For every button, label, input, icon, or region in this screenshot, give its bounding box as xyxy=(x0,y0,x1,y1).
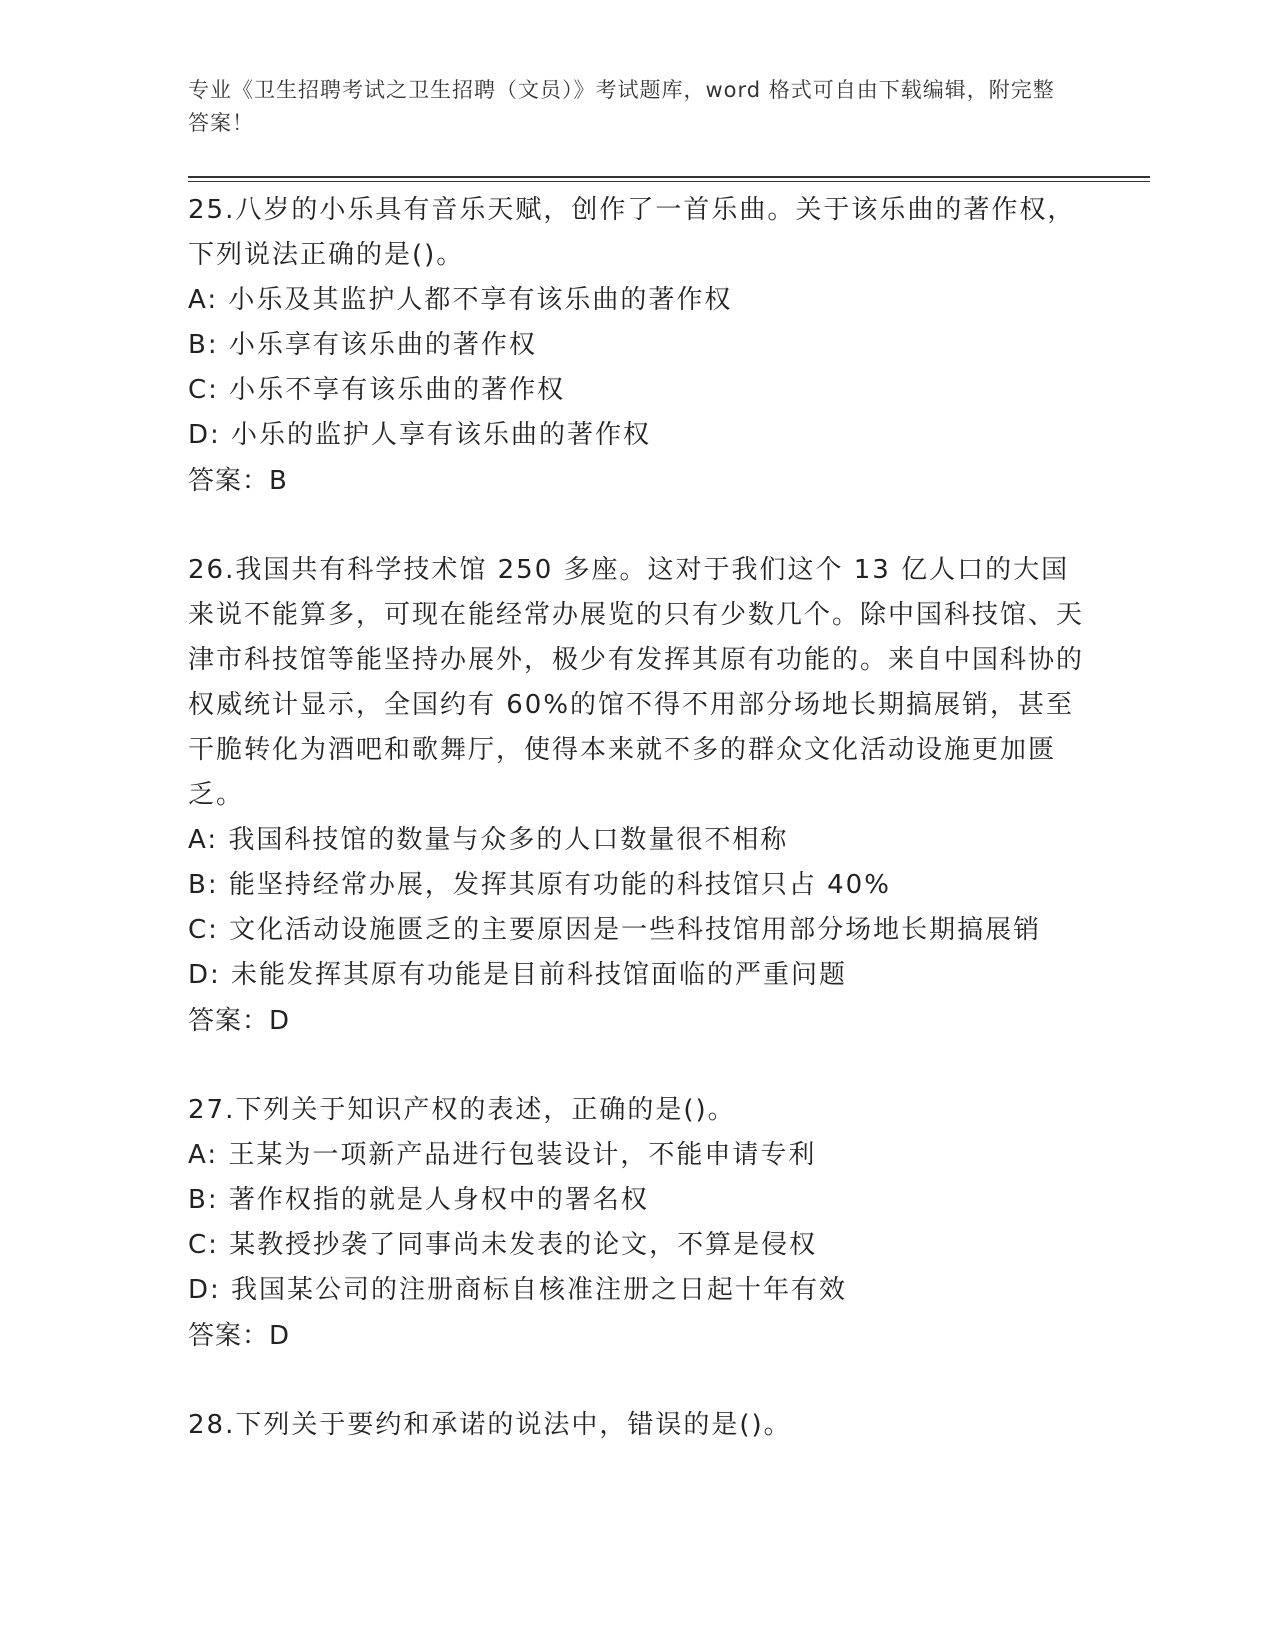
question-stem: 28.下列关于要约和承诺的说法中，错误的是()。 xyxy=(188,1410,792,1440)
option-d: D: 小乐的监护人享有该乐曲的著作权 xyxy=(188,420,652,450)
question-stem: 27.下列关于知识产权的表述，正确的是()。 xyxy=(188,1095,736,1125)
answer-label: 答案：D xyxy=(188,1006,291,1036)
option-d: D: 我国某公司的注册商标自核准注册之日起十年有效 xyxy=(188,1275,848,1305)
question-26 xyxy=(188,548,1088,1044)
option-b: B: 著作权指的就是人身权中的署名权 xyxy=(188,1185,649,1215)
header-divider xyxy=(188,176,1150,178)
option-a: A: 我国科技馆的数量与众多的人口数量很不相称 xyxy=(188,825,789,855)
header-divider-thin xyxy=(188,181,1150,182)
option-c: C: 某教授抄袭了同事尚未发表的论文，不算是侵权 xyxy=(188,1230,818,1260)
question-28 xyxy=(188,1403,1088,1448)
question-list xyxy=(188,188,1088,1448)
question-25 xyxy=(188,188,1088,504)
option-b: B: 能坚持经常办展，发挥其原有功能的科技馆只占 40% xyxy=(188,870,891,900)
question-stem: 26.我国共有科学技术馆 250 多座。这对于我们这个 13 亿人口的大国来说不能算多，可现在能经常办展览的只有少数几个。除中国科技馆、天津市科技馆等能坚持办展外，极少有发挥其原有功能的。来自中国科协的权威统计显示，全国约有 60%的馆不得不用部分场地长期搞展销，甚至干脆转化为酒吧和歌舞厅，使得本来就不多的群众文化活动设施更加匮乏。 xyxy=(188,555,1085,810)
option-a: A: 王某为一项新产品进行包装设计，不能申请专利 xyxy=(188,1140,817,1170)
option-a: A: 小乐及其监护人都不享有该乐曲的著作权 xyxy=(188,285,733,315)
answer-label: 答案：B xyxy=(188,466,288,496)
question-stem: 25.八岁的小乐具有音乐天赋，创作了一首乐曲。关于该乐曲的著作权，下列说法正确的是()。 xyxy=(188,195,1076,270)
question-spacer xyxy=(188,504,1088,548)
option-b: B: 小乐享有该乐曲的著作权 xyxy=(188,330,537,360)
option-c: C: 小乐不享有该乐曲的著作权 xyxy=(188,375,566,405)
question-spacer xyxy=(188,1359,1088,1403)
document-header xyxy=(188,74,1068,140)
header-text: 专业《卫生招聘考试之卫生招聘（文员）》考试题库，word 格式可自由下载编辑，附完整答案！ xyxy=(188,78,1055,135)
answer-label: 答案：D xyxy=(188,1321,291,1351)
option-d: D: 未能发挥其原有功能是目前科技馆面临的严重问题 xyxy=(188,960,848,990)
question-spacer xyxy=(188,1044,1088,1088)
question-27 xyxy=(188,1088,1088,1359)
option-c: C: 文化活动设施匮乏的主要原因是一些科技馆用部分场地长期搞展销 xyxy=(188,915,1042,945)
